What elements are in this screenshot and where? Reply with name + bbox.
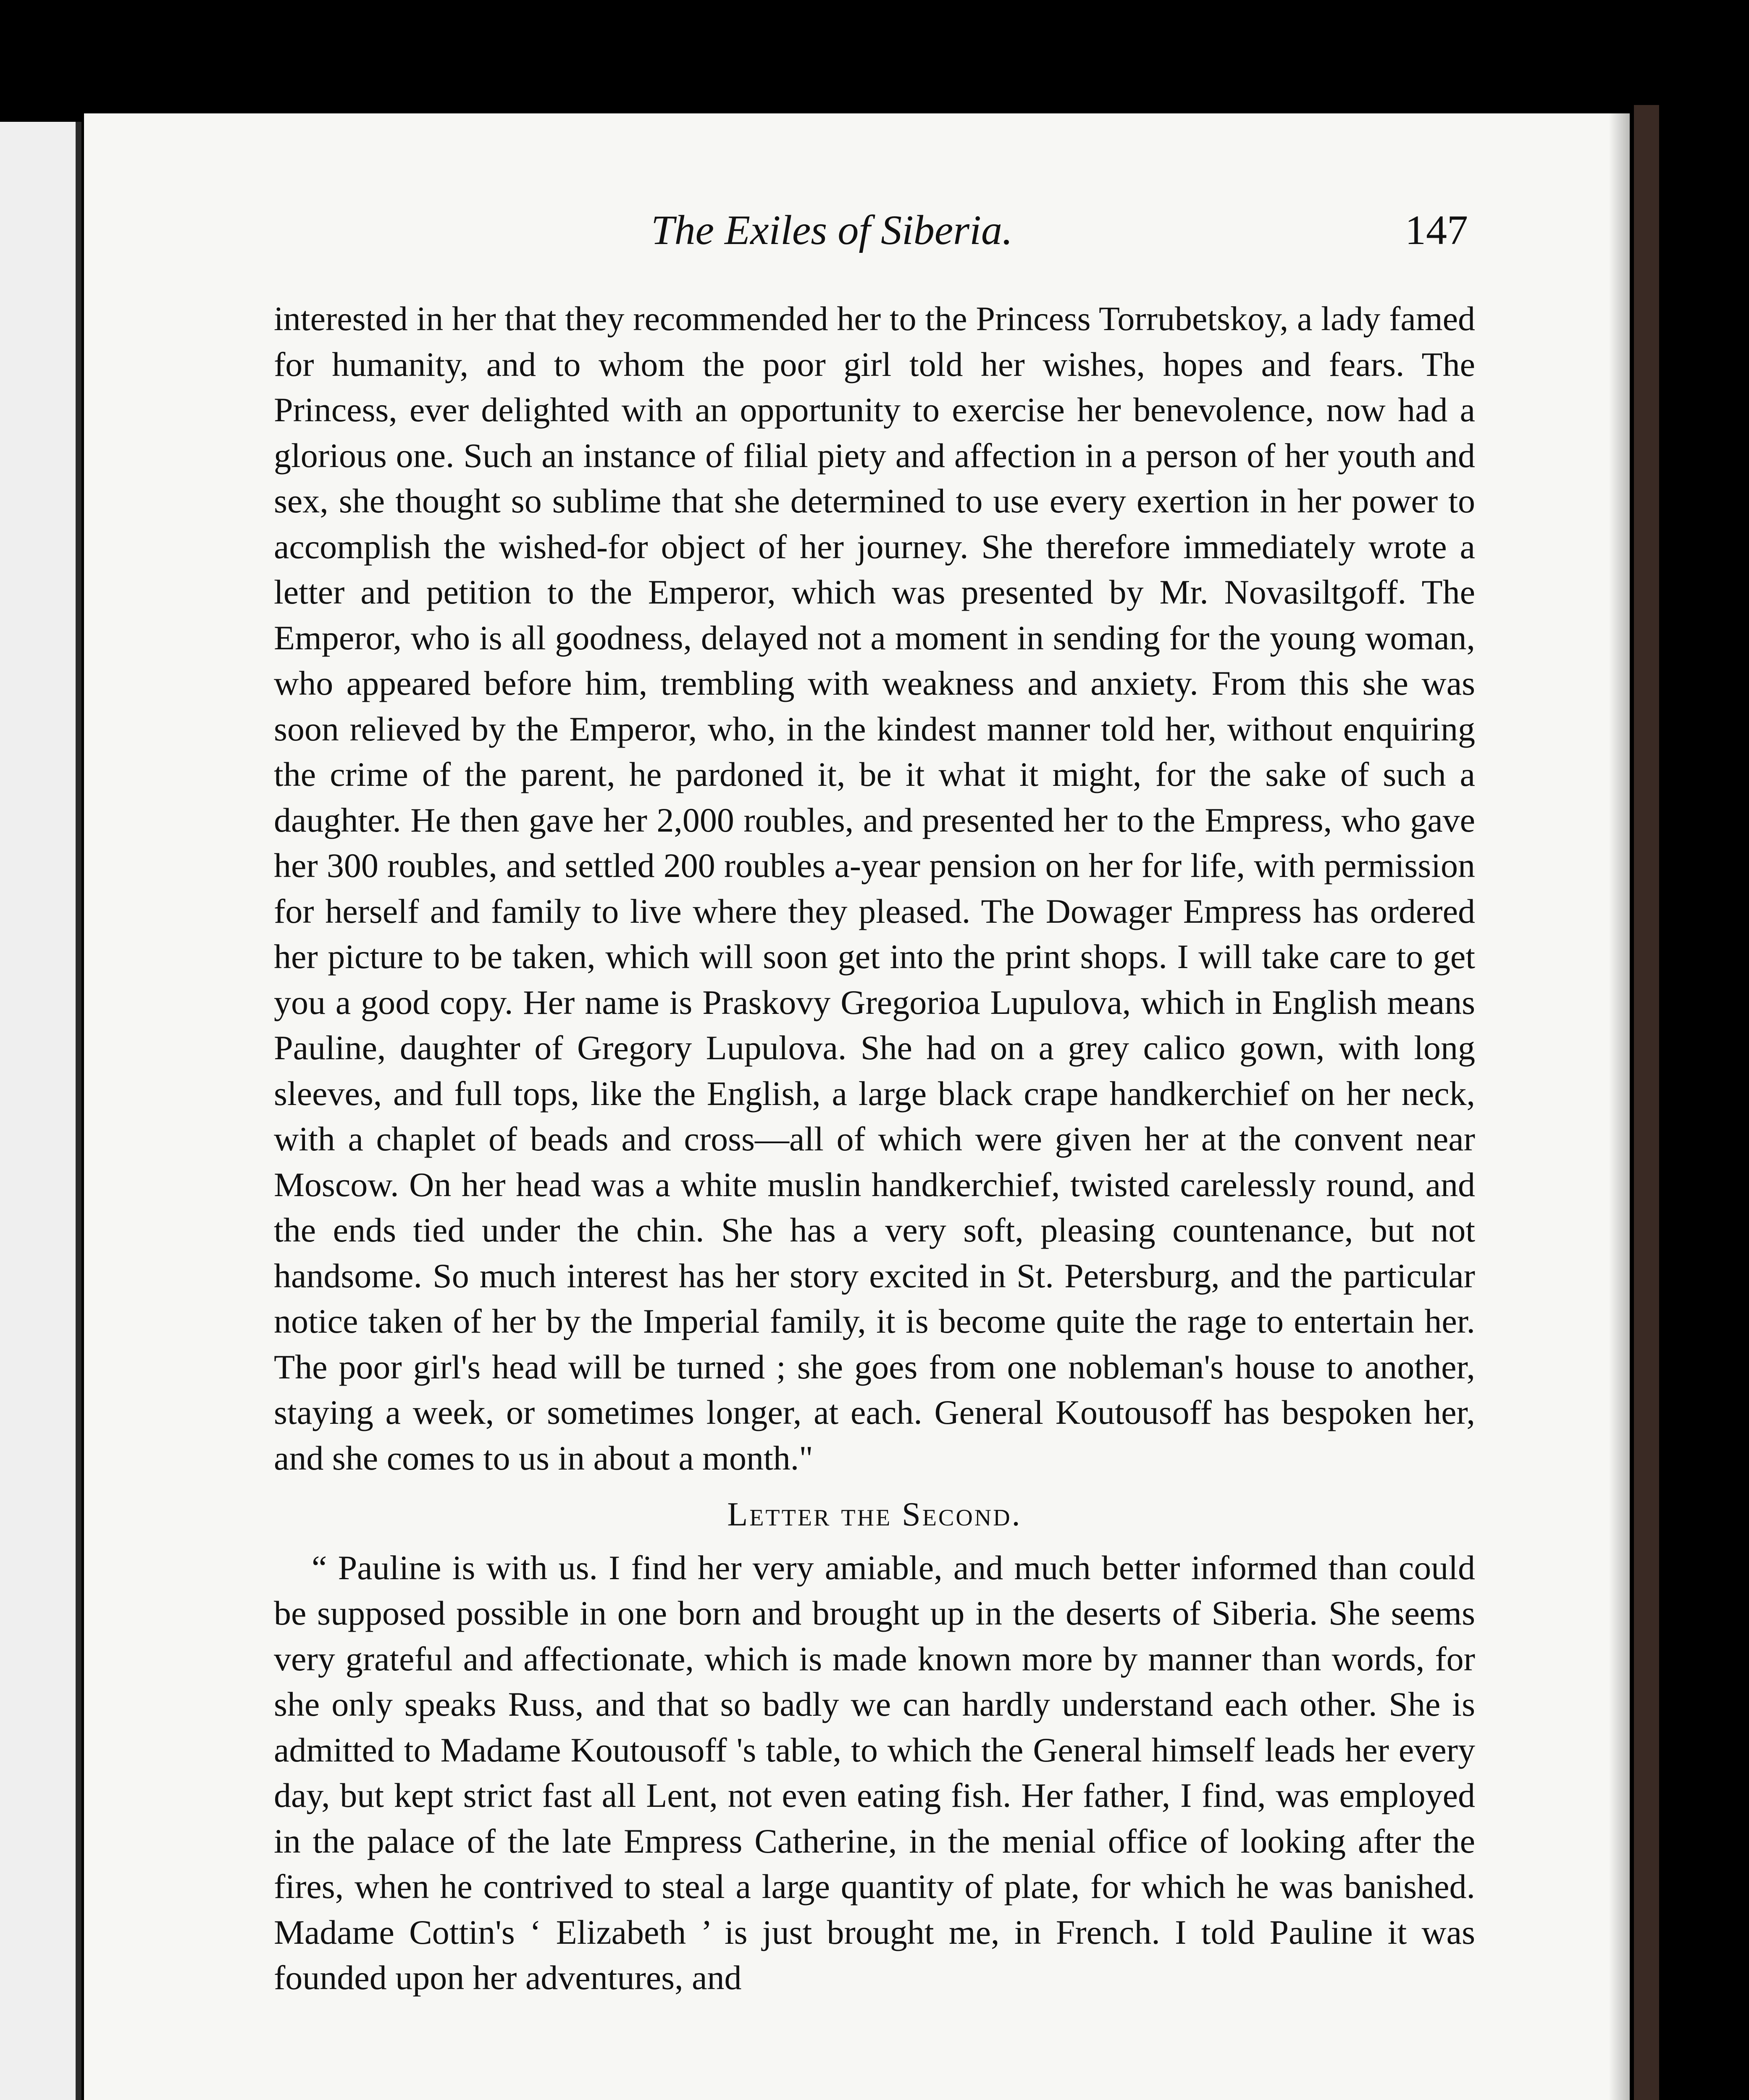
paragraph-1: interested in her that they recommended her to the Princess Torrubetskoy, a lady famed for humanity, and to whom the poor girl told her wishes, hopes and fears. The Princess, ever delighted with an opportunity to exercise her benevolence, now had a glorious one. Such an instance of filial piety and affection in a person of her youth and sex, she thought so sublime that she determined to use every exertion in her power to accomplish the wished-for object of her journey. She therefore immediately wrote a letter and petition to the Emperor, which was presented by Mr. Novasiltgoff. The Emperor, who is all goodness, delayed not a moment in sending for the young woman, who appeared before him, trembling with weakness and anxiety. From this she was soon relieved by the Emperor, who, in the kindest manner told her, without enquiring the crime of the parent, he pardoned it, be it what it might, for the sake of such a daughter. He then gave her 2,000 roubles, and presented her to the Empress, who gave her 300 roubles, and settled 200 roubles a-year pension on her for life, with permission for herself and family to live where they pleased. The Dowager Empress has ordered her picture to be taken, which will soon get into the print shops. I will take care to get you a good copy. Her name is Praskovy Gregorioa Lupulova, which in English means Pauline, daughter of Gregory Lupulova. She had on a grey calico gown, with long sleeves, and full tops, like the English, a large black crape handkerchief on her neck, with a chaplet of beads and cross—all of which were given her at the convent near Moscow. On her head was a white muslin handkerchief, twisted carelessly round, and the ends tied under the chin. She has a very soft, pleasing countenance, but not handsome. So much interest has her story excited in St. Petersburg, and the particular notice taken of her by the Imperial family, it is become quite the rage to entertain her. The poor girl's head will be turned ; she goes from one nobleman's house to another, staying a week, or sometimes longer, at each. General Koutousoff has bespoken her, and she comes to us in about a month." <box>274 299 1475 1477</box>
body-text <box>274 296 1475 2001</box>
page-number: 147 <box>1405 207 1468 253</box>
paragraph-2: “ Pauline is with us. I find her very amiable, and much better informed than could be supposed possible in one born and brought up in the deserts of Siberia. She seems very grateful and affectionate, which is made known more by manner than words, for she only speaks Russ, and that so badly we can hardly understand each other. She is admitted to Madame Koutousoff 's table, to which the General himself leads her every day, but kept strict fast all Lent, not even eating fish. Her father, I find, was employed in the palace of the late Empress Catherine, in the menial office of looking after the fires, when he contrived to steal a large quantity of plate, for which he was banished. Madame Cottin's ‘ Elizabeth ’ is just brought me, in French. I told Pauline it was founded upon her adventures, and <box>274 1548 1475 1997</box>
section-heading: Letter the Second. <box>727 1496 1022 1533</box>
running-title: The Exiles of Siberia. <box>651 207 1013 253</box>
page-header <box>84 202 1470 269</box>
page-gutter-shadow <box>1609 113 1630 2100</box>
book-edge <box>1634 105 1659 2100</box>
left-page-edge <box>0 122 81 2100</box>
